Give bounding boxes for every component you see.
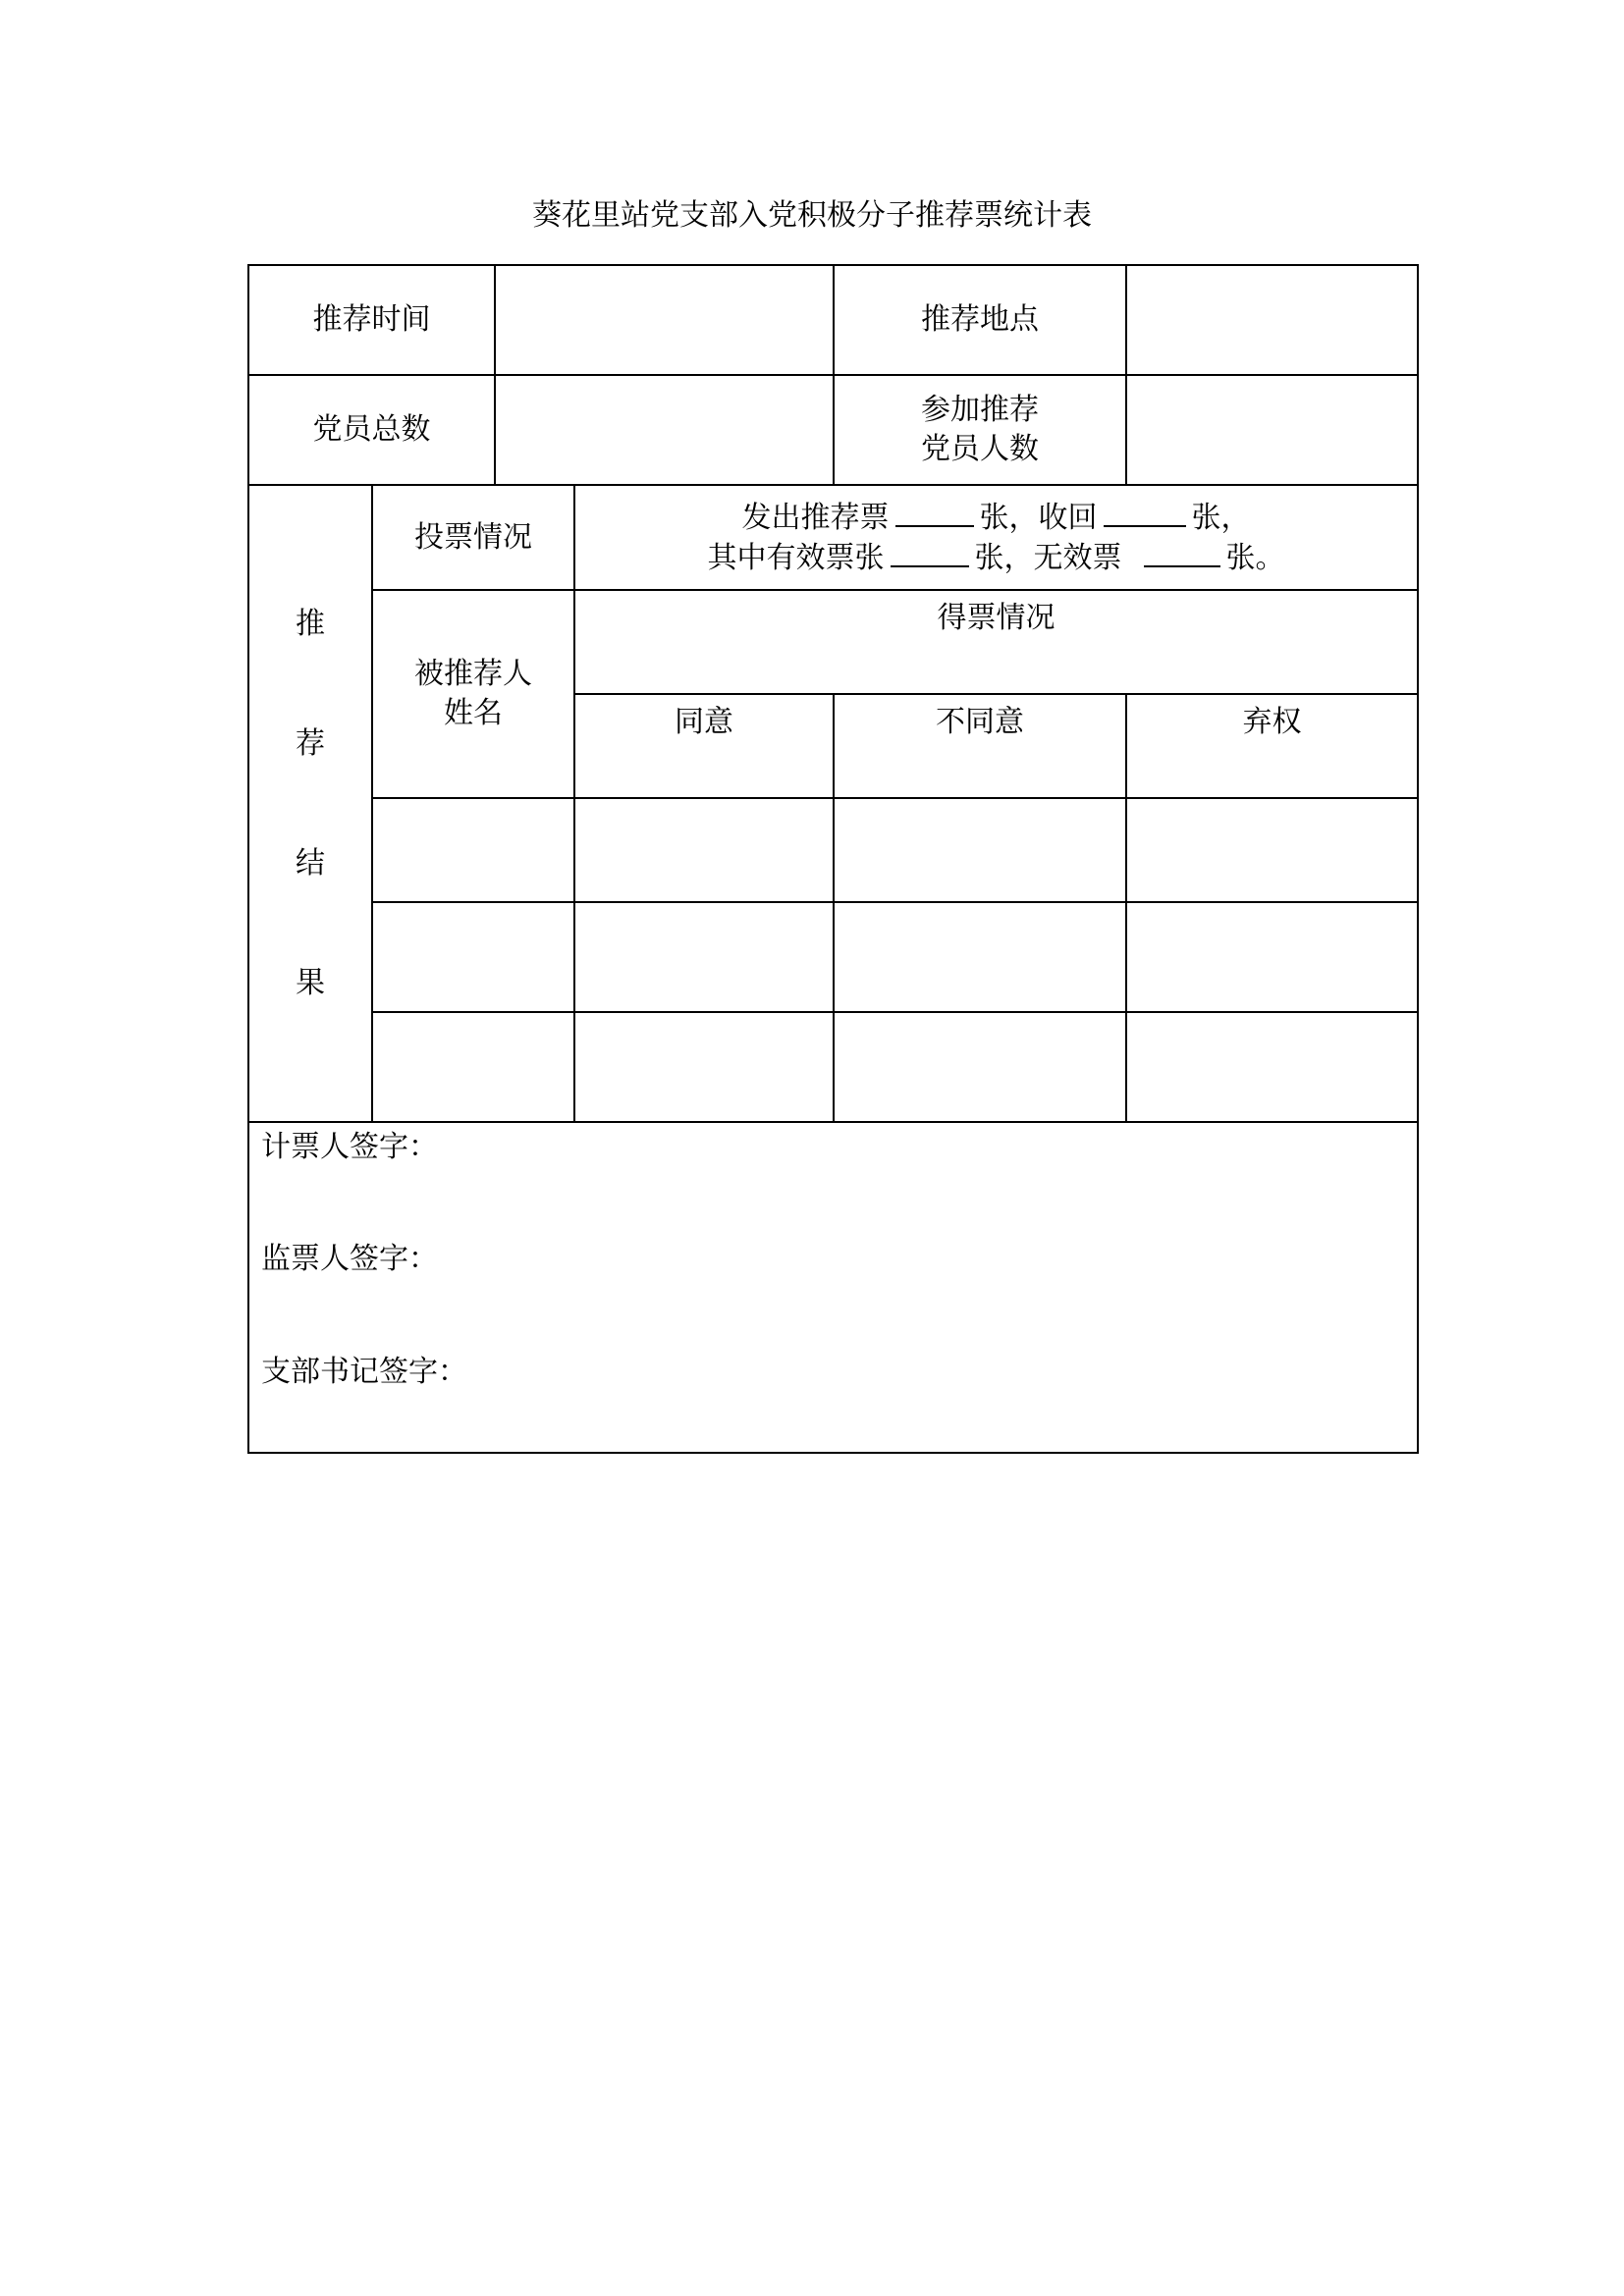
time-field <box>496 266 833 374</box>
voting-details <box>575 486 1417 589</box>
line2-end: 张。 <box>1225 540 1285 575</box>
supervisor-signature-label: 监票人签字： <box>261 1242 438 1276</box>
votes-header: 得票情况 <box>937 601 1056 635</box>
invalid-text: 张，无效票 <box>974 540 1122 575</box>
members-label: 党员总数 <box>312 412 431 447</box>
section-char: 结 <box>296 845 325 881</box>
participants-field <box>1127 376 1417 484</box>
valid-text: 其中有效票张 <box>707 540 885 575</box>
valid-blank <box>891 538 969 567</box>
collected-blank <box>1104 498 1186 527</box>
place-field <box>1127 266 1417 374</box>
collected-text: 张，收回 <box>979 500 1098 535</box>
counter-signature-label: 计票人签字： <box>261 1130 438 1164</box>
column-agree: 同意 <box>675 705 733 739</box>
voting-line-2 <box>708 538 1285 578</box>
invalid-blank <box>1144 538 1220 567</box>
issued-blank <box>895 498 974 527</box>
participants-label-line2: 党员人数 <box>921 432 1039 466</box>
participants-label <box>835 376 1125 484</box>
candidate-label-line2: 姓名 <box>444 696 503 730</box>
page-title: 葵花里站党支部入党积极分子推荐票统计表 <box>532 198 1092 233</box>
participants-label-line1: 参加推荐 <box>921 393 1039 427</box>
column-abstain: 弃权 <box>1242 705 1302 739</box>
candidate-label-line1: 被推荐人 <box>414 657 532 691</box>
candidate-label <box>373 591 573 797</box>
line1-end: 张， <box>1191 500 1251 535</box>
section-char: 荐 <box>296 725 325 761</box>
time-label: 推荐时间 <box>312 302 431 337</box>
section-char: 推 <box>296 606 325 641</box>
section-char: 果 <box>296 965 325 1000</box>
voting-label: 投票情况 <box>414 519 532 555</box>
secretary-signature-label: 支部书记签字： <box>261 1355 467 1389</box>
statistics-form <box>247 264 1419 1454</box>
issued-text: 发出推荐票 <box>741 500 890 535</box>
place-label: 推荐地点 <box>921 302 1039 337</box>
section-label <box>249 486 371 1121</box>
members-field <box>496 376 833 484</box>
voting-line-1 <box>742 498 1251 538</box>
column-disagree: 不同意 <box>936 705 1024 739</box>
